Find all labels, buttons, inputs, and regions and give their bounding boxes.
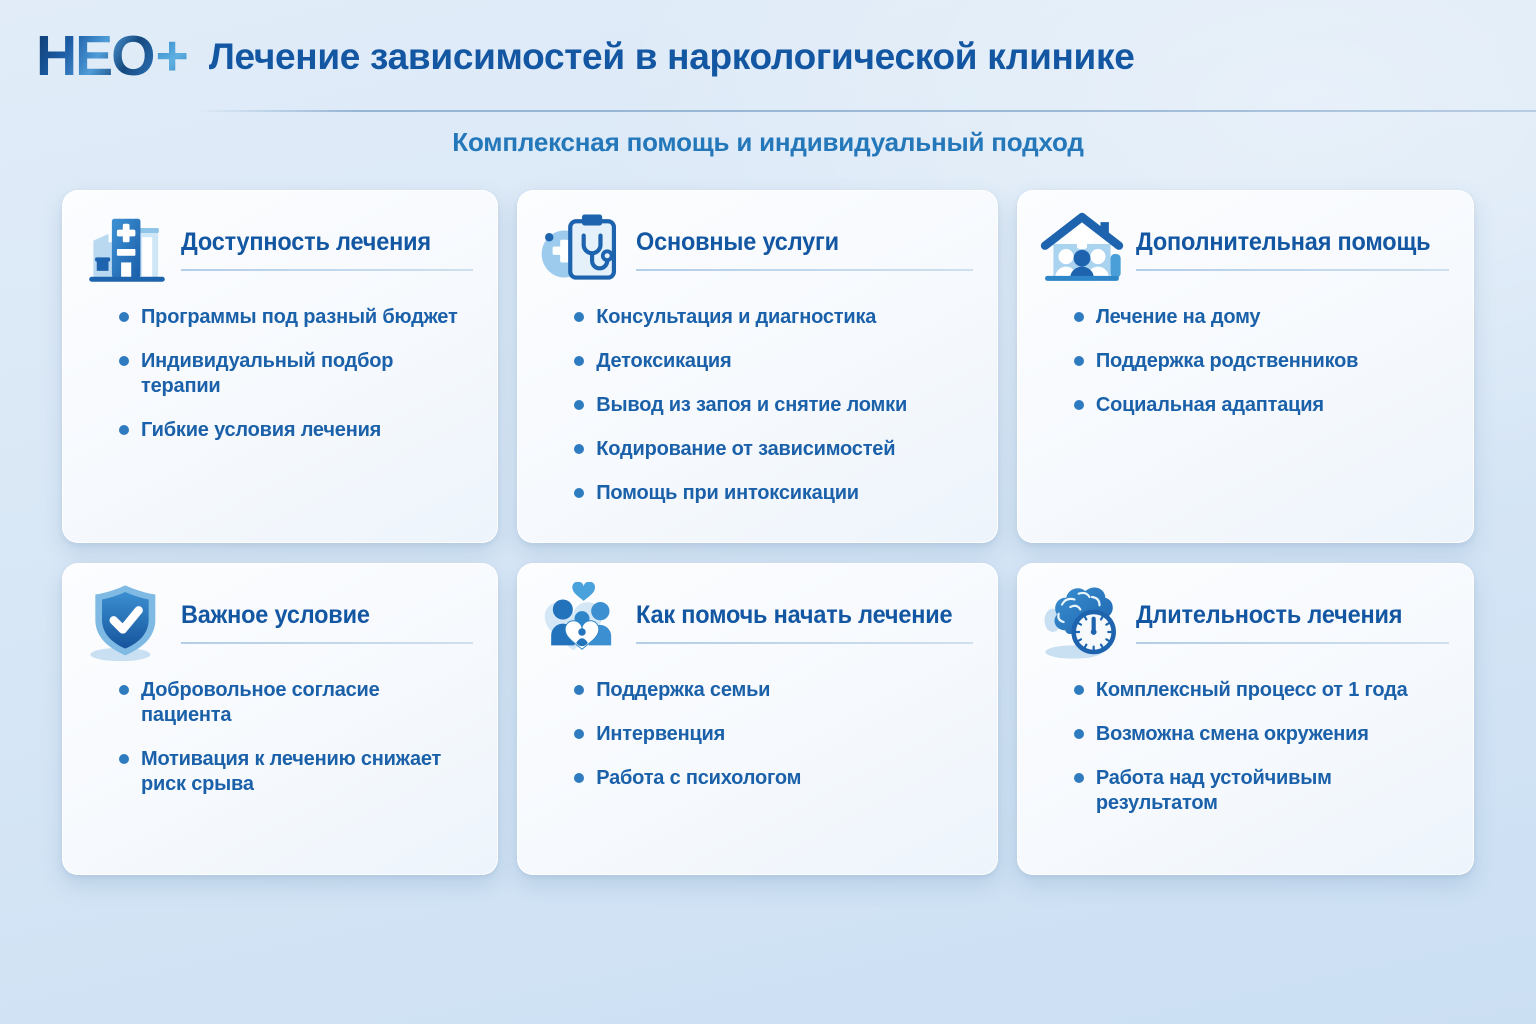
item-label: Социальная адаптация — [1095, 394, 1324, 416]
list-item — [1074, 766, 1449, 816]
item-label: Добровольное согласие пациента — [141, 679, 380, 726]
page-subtitle: Комплексная помощь и индивидуальный подход — [452, 127, 1084, 157]
list-item — [1074, 349, 1449, 374]
bullet-dot — [574, 312, 584, 322]
card-head-right — [181, 228, 473, 271]
list-item — [119, 678, 473, 728]
hospital-icon — [85, 209, 169, 289]
item-label: Работа над устойчивым результатом — [1095, 767, 1332, 814]
card-title-divider — [1136, 642, 1449, 644]
card-title-divider — [636, 269, 973, 271]
medical-house-family-icon — [1040, 209, 1124, 289]
bullet-dot — [119, 685, 129, 695]
list-item — [119, 305, 473, 330]
shield-check-icon — [85, 582, 169, 662]
list-item — [1074, 722, 1449, 747]
item-label: Кодирование от зависимостей — [596, 438, 896, 460]
item-label: Детоксикация — [596, 350, 732, 372]
card-title: Как помочь начать лечение — [636, 600, 953, 629]
list-item — [119, 349, 473, 399]
logo-text: НЕО — [36, 24, 154, 88]
item-label: Мотивация к лечению снижает риск срыва — [141, 748, 442, 795]
card-header — [540, 582, 973, 662]
item-label: Работа с психологом — [596, 767, 802, 789]
card-title: Важное условие — [181, 600, 370, 629]
card-title: Основные услуги — [636, 227, 840, 256]
item-label: Вывод из запоя и снятие ломки — [596, 394, 908, 416]
item-label: Комплексный процесс от 1 года — [1095, 679, 1408, 701]
item-label: Поддержка семьи — [596, 679, 771, 701]
item-label: Лечение на дому — [1095, 306, 1261, 328]
list-item — [1074, 305, 1449, 330]
item-label: Консультация и диагностика — [596, 306, 877, 328]
bullet-dot — [1074, 685, 1084, 695]
list-item — [574, 437, 973, 462]
card-title-divider — [636, 642, 973, 644]
bullet-dot — [574, 356, 584, 366]
list-item — [574, 678, 973, 703]
bullet-dot — [1074, 773, 1084, 783]
bullet-dot — [574, 685, 584, 695]
list-item — [119, 418, 473, 443]
page-title: Лечение зависимостей в наркологической клинике — [208, 35, 1135, 77]
card-head-right — [636, 228, 973, 271]
bullet-list — [85, 305, 473, 443]
bullet-list — [1040, 678, 1449, 816]
bullet-dot — [574, 444, 584, 454]
bullet-dot — [119, 754, 129, 764]
card-header — [540, 209, 973, 289]
cards-grid — [62, 190, 1474, 875]
list-item — [574, 722, 973, 747]
family-heart-icon — [540, 582, 624, 662]
logo-plus-icon: + — [155, 24, 187, 88]
bullet-list — [85, 678, 473, 797]
bullet-dot — [574, 773, 584, 783]
item-label: Возможна смена окружения — [1095, 723, 1369, 745]
list-item — [574, 766, 973, 791]
card-title: Дополнительная помощь — [1135, 227, 1431, 256]
card-header — [85, 582, 473, 662]
card-important-condition — [62, 563, 498, 875]
list-item — [574, 349, 973, 374]
bullet-dot — [1074, 400, 1084, 410]
bullet-list — [540, 678, 973, 791]
bullet-dot — [1074, 312, 1084, 322]
list-item — [1074, 678, 1449, 703]
card-head-right — [181, 601, 473, 644]
bullet-dot — [119, 356, 129, 366]
item-label: Поддержка родственников — [1095, 350, 1359, 372]
card-treatment-duration — [1017, 563, 1474, 875]
clinic-logo — [36, 24, 187, 88]
list-item — [1074, 393, 1449, 418]
clipboard-stethoscope-icon — [540, 209, 624, 289]
bullet-list — [540, 305, 973, 506]
bullet-dot — [574, 488, 584, 498]
list-item — [574, 393, 973, 418]
card-head-right — [636, 601, 973, 644]
item-label: Помощь при интоксикации — [596, 482, 859, 504]
header — [36, 24, 1506, 88]
card-title-divider — [1136, 269, 1449, 271]
bullet-list — [1040, 305, 1449, 418]
card-main-services — [517, 190, 998, 543]
header-divider — [196, 110, 1536, 112]
brain-clock-icon — [1040, 582, 1124, 662]
card-header — [1040, 209, 1449, 289]
card-treatment-accessibility — [62, 190, 498, 543]
card-additional-help — [1017, 190, 1474, 543]
card-header — [85, 209, 473, 289]
bullet-dot — [119, 425, 129, 435]
card-title: Доступность лечения — [181, 227, 431, 256]
card-header — [1040, 582, 1449, 662]
bullet-dot — [574, 729, 584, 739]
item-label: Гибкие условия лечения — [141, 419, 382, 441]
bullet-dot — [1074, 356, 1084, 366]
card-how-to-start-treatment — [517, 563, 998, 875]
bullet-dot — [574, 400, 584, 410]
bullet-dot — [119, 312, 129, 322]
item-label: Программы под разный бюджет — [141, 306, 458, 328]
card-title: Длительность лечения — [1135, 600, 1403, 629]
list-item — [119, 747, 473, 797]
list-item — [574, 481, 973, 506]
card-title-divider — [181, 269, 473, 271]
item-label: Индивидуальный подбор терапии — [141, 350, 394, 397]
card-title-divider — [181, 642, 473, 644]
card-head-right — [1136, 228, 1449, 271]
bullet-dot — [1074, 729, 1084, 739]
card-head-right — [1136, 601, 1449, 644]
item-label: Интервенция — [596, 723, 726, 745]
list-item — [574, 305, 973, 330]
